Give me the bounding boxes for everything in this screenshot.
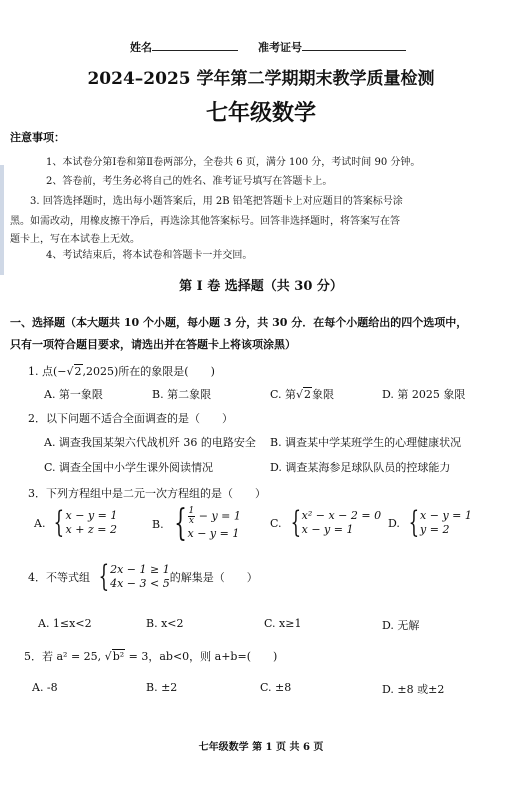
id-label: 准考证号 xyxy=(258,41,302,54)
q4-option-d: D. 无解 xyxy=(382,619,420,632)
q1-sqrt-sign: √ xyxy=(66,365,74,378)
q3-option-a-row2: x + z = 2 xyxy=(65,523,117,536)
q5-prefix: 5．若 a² = 25, xyxy=(24,650,105,663)
q5-sqrt-sign: √ xyxy=(104,650,112,663)
q1-option-a: A. 第一象限 xyxy=(44,388,103,401)
q3-option-b-frac-den: x xyxy=(188,515,194,526)
section-title: 第 I 卷 选择题（共 30 分） xyxy=(179,279,343,294)
notice-item-2: 2、答卷前，考生务必将自己的姓名、准考证号填写在答题卡上。 xyxy=(46,176,333,187)
q3-option-c-row1: x² − x − 2 = 0 xyxy=(301,509,382,522)
exam-title: 2024–2025 学年第二学期期末教学质量检测 xyxy=(87,69,435,89)
q1-prefix: 1. 点(− xyxy=(28,365,67,378)
q1-option-c-pre: C. 第 xyxy=(270,388,297,401)
q2-option-c: C. 调查全国中小学生课外阅读情况 xyxy=(44,461,214,474)
q3-option-b-brace: { xyxy=(173,503,187,544)
q4-option-a: A. 1≤x<2 xyxy=(38,617,92,630)
name-label: 姓名 xyxy=(130,41,152,54)
q3-option-a-brace: { xyxy=(54,505,65,540)
q5-option-c: C. ±8 xyxy=(260,681,292,694)
q3-option-b-row1-tail: − y = 1 xyxy=(195,509,241,522)
q3-stem: 3．下列方程组中是二元一次方程组的是（ ） xyxy=(28,487,266,500)
notice-item-3-line3: 题卡上，写在本试卷上无效。 xyxy=(10,234,140,245)
q3-option-a-row1: x − y = 1 xyxy=(65,509,118,522)
q4-stem xyxy=(28,559,258,594)
q3-option-d xyxy=(388,505,472,540)
notice-item-3-line1: 3. 回答选择题时，选出每小题答案后，用 2B 铅笔把答题卡上对应题目的答案标号涂 xyxy=(30,196,403,207)
q3-option-b-row2: x − y = 1 xyxy=(187,526,240,540)
id-field xyxy=(258,38,406,55)
subject-title: 七年级数学 xyxy=(205,100,316,126)
q4-option-c: C. x≥1 xyxy=(264,617,302,630)
q1-stem xyxy=(28,363,215,379)
q4-brace: { xyxy=(98,559,110,594)
id-blank xyxy=(302,38,406,51)
q3-option-a xyxy=(34,505,118,540)
q5-suffix: = 3，ab<0，则 a+b=( ) xyxy=(125,650,278,663)
q2-option-a: A. 调查我国某架六代战机歼 36 的电路安全 xyxy=(44,436,256,449)
q3-option-b-label: B. xyxy=(152,517,164,531)
q1-option-c-radicand: 2 xyxy=(304,388,312,401)
q2-option-d: D. 调查某海参足球队队员的控球能力 xyxy=(270,461,451,474)
q4-prefix: 4．不等式组 xyxy=(28,571,90,584)
notice-item-1: 1、本试卷分第Ⅰ卷和第Ⅱ卷两部分，全卷共 6 页，满分 100 分，考试时间 90 分钟。 xyxy=(46,157,421,168)
q3-option-d-row2: y = 2 xyxy=(420,523,450,536)
q1-option-c-sqrt-sign: √ xyxy=(296,388,304,401)
q1-radicand: 2 xyxy=(74,365,82,378)
q3-option-c-row2: x − y = 1 xyxy=(301,523,354,536)
q3-option-b-frac-num: 1 xyxy=(188,505,195,516)
q4-suffix: 的解集是（ ） xyxy=(169,571,258,584)
page-footer: 七年级数学 第 1 页 共 6 页 xyxy=(198,742,324,753)
instructions-line1: 一、选择题（本大题共 10 个小题，每小题 3 分，共 30 分．在每个小题给出的四个选项中， xyxy=(10,316,468,329)
q1-option-c xyxy=(270,386,334,402)
name-field xyxy=(130,38,238,55)
q5-option-d: D. ±8 或±2 xyxy=(382,683,445,696)
q5-option-a: A. -8 xyxy=(32,681,58,694)
q1-suffix: ,2025)所在的象限是( ) xyxy=(82,365,215,378)
q4-row2: 4x − 3 < 5 xyxy=(110,577,170,590)
q3-option-d-label: D. xyxy=(388,516,400,530)
q5-option-b: B. ±2 xyxy=(146,681,178,694)
q5-radicand: b² xyxy=(112,650,125,663)
name-blank xyxy=(152,38,238,51)
q3-option-d-brace: { xyxy=(408,505,420,540)
q3-option-d-row1: x − y = 1 xyxy=(420,509,472,522)
q3-option-a-label: A. xyxy=(34,516,46,530)
q1-option-b: B. 第二象限 xyxy=(152,388,212,401)
instructions-line2: 只有一项符合题目要求，请选出并在答题卡上将该项涂黑） xyxy=(10,338,296,351)
q5-stem xyxy=(24,648,277,664)
page-edge-shadow xyxy=(0,165,4,275)
notice-item-3-line2: 黑。如需改动，用橡皮擦干净后，再选涂其他答案标号。回答非选择题时，将答案写在答 xyxy=(10,216,400,227)
q3-option-c-brace: { xyxy=(290,505,301,540)
q4-row1: 2x − 1 ≥ 1 xyxy=(110,563,170,576)
notice-heading: 注意事项： xyxy=(10,131,65,144)
q1-option-c-post: 象限 xyxy=(312,388,335,401)
q4-option-b: B. x<2 xyxy=(146,617,184,630)
notice-item-4: 4、考试结束后，将本试卷和答题卡一并交回。 xyxy=(46,250,253,261)
q2-option-b: B. 调查某中学某班学生的心理健康状况 xyxy=(270,436,462,449)
q2-stem: 2．以下问题不适合全面调查的是（ ） xyxy=(28,412,233,425)
q3-option-b xyxy=(152,503,241,544)
q3-option-c xyxy=(270,505,382,540)
q3-option-c-label: C. xyxy=(270,516,282,530)
q1-option-d: D. 第 2025 象限 xyxy=(382,388,466,401)
